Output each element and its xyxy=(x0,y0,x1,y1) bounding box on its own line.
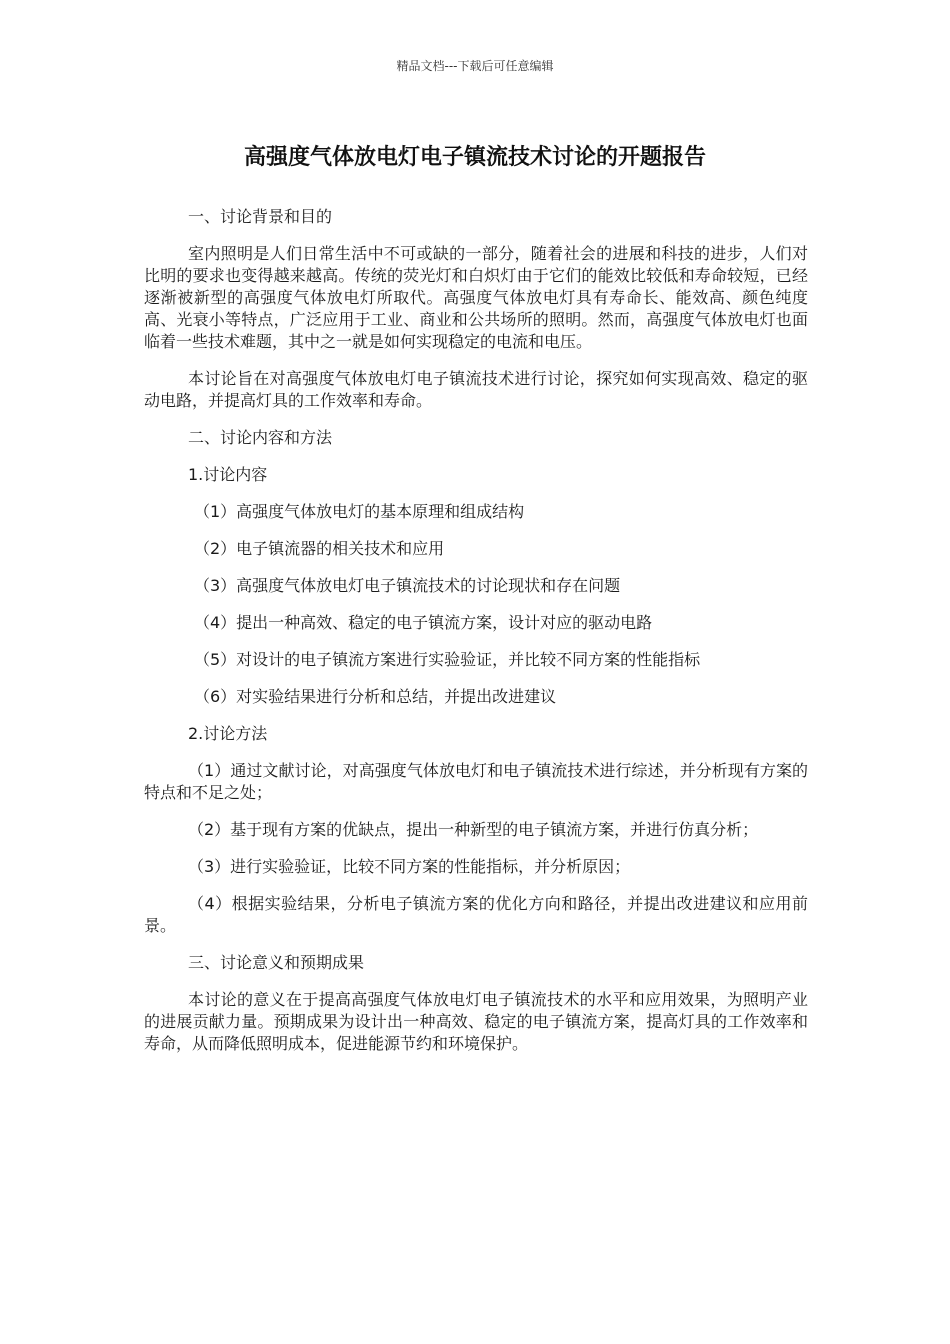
content-item-1: （1）高强度气体放电灯的基本原理和组成结构 xyxy=(194,502,525,521)
method-item-4: （4）根据实验结果，分析电子镇流方案的优化方向和路径，并提出改进建议和应用前景。 xyxy=(144,894,808,935)
content-item-5: （5）对设计的电子镇流方案进行实验验证，并比较不同方案的性能指标 xyxy=(194,650,701,669)
content-item-2: （2）电子镇流器的相关技术和应用 xyxy=(194,539,445,558)
header-note: 精品文档---下载后可任意编辑 xyxy=(396,59,554,73)
content-item-4: （4）提出一种高效、稳定的电子镇流方案，设计对应的驱动电路 xyxy=(194,613,653,632)
content-item-6: （6）对实验结果进行分析和总结，并提出改进建议 xyxy=(194,687,557,706)
section-3-heading: 三、讨论意义和预期成果 xyxy=(188,953,365,972)
section-2-subheading-method: 2.讨论方法 xyxy=(188,724,268,743)
section-2-heading: 二、讨论内容和方法 xyxy=(188,428,333,447)
section-1-paragraph-1: 室内照明是人们日常生活中不可或缺的一部分，随着社会的进展和科技的进步，人们对比明的要求也变得越来越高。传统的荧光灯和白炽灯由于它们的能效比较低和寿命较短，已经逐渐被新型的高强度气体放电灯所取代。高强度气体放电灯具有寿命长、能效高、颜色纯度高、光衰小等特点，广泛应用于工业、商业和公共场所的照明。然而，高强度气体放电灯也面临着一些技术难题，其中之一就是如何实现稳定的电流和电压。 xyxy=(144,244,808,351)
method-item-3: （3）进行实验验证，比较不同方案的性能指标，并分析原因； xyxy=(188,857,631,876)
method-item-2: （2）基于现有方案的优缺点，提出一种新型的电子镇流方案，并进行仿真分析； xyxy=(188,820,759,839)
document-body xyxy=(144,206,808,1055)
document-title: 高强度气体放电灯电子镇流技术讨论的开题报告 xyxy=(243,145,706,170)
section-1-heading: 一、讨论背景和目的 xyxy=(188,207,333,226)
content-item-3: （3）高强度气体放电灯电子镇流技术的讨论现状和存在问题 xyxy=(194,576,621,595)
section-2-subheading-content: 1.讨论内容 xyxy=(188,465,268,484)
section-3-paragraph-1: 本讨论的意义在于提高高强度气体放电灯电子镇流技术的水平和应用效果，为照明产业的进展贡献力量。预期成果为设计出一种高效、稳定的电子镇流方案，提高灯具的工作效率和寿命，从而降低照明成本，促进能源节约和环境保护。 xyxy=(144,990,808,1053)
method-item-1: （1）通过文献讨论，对高强度气体放电灯和电子镇流技术进行综述，并分析现有方案的特点和不足之处； xyxy=(144,761,808,802)
section-1-paragraph-2: 本讨论旨在对高强度气体放电灯电子镇流技术进行讨论，探究如何实现高效、稳定的驱动电路，并提高灯具的工作效率和寿命。 xyxy=(144,369,808,410)
